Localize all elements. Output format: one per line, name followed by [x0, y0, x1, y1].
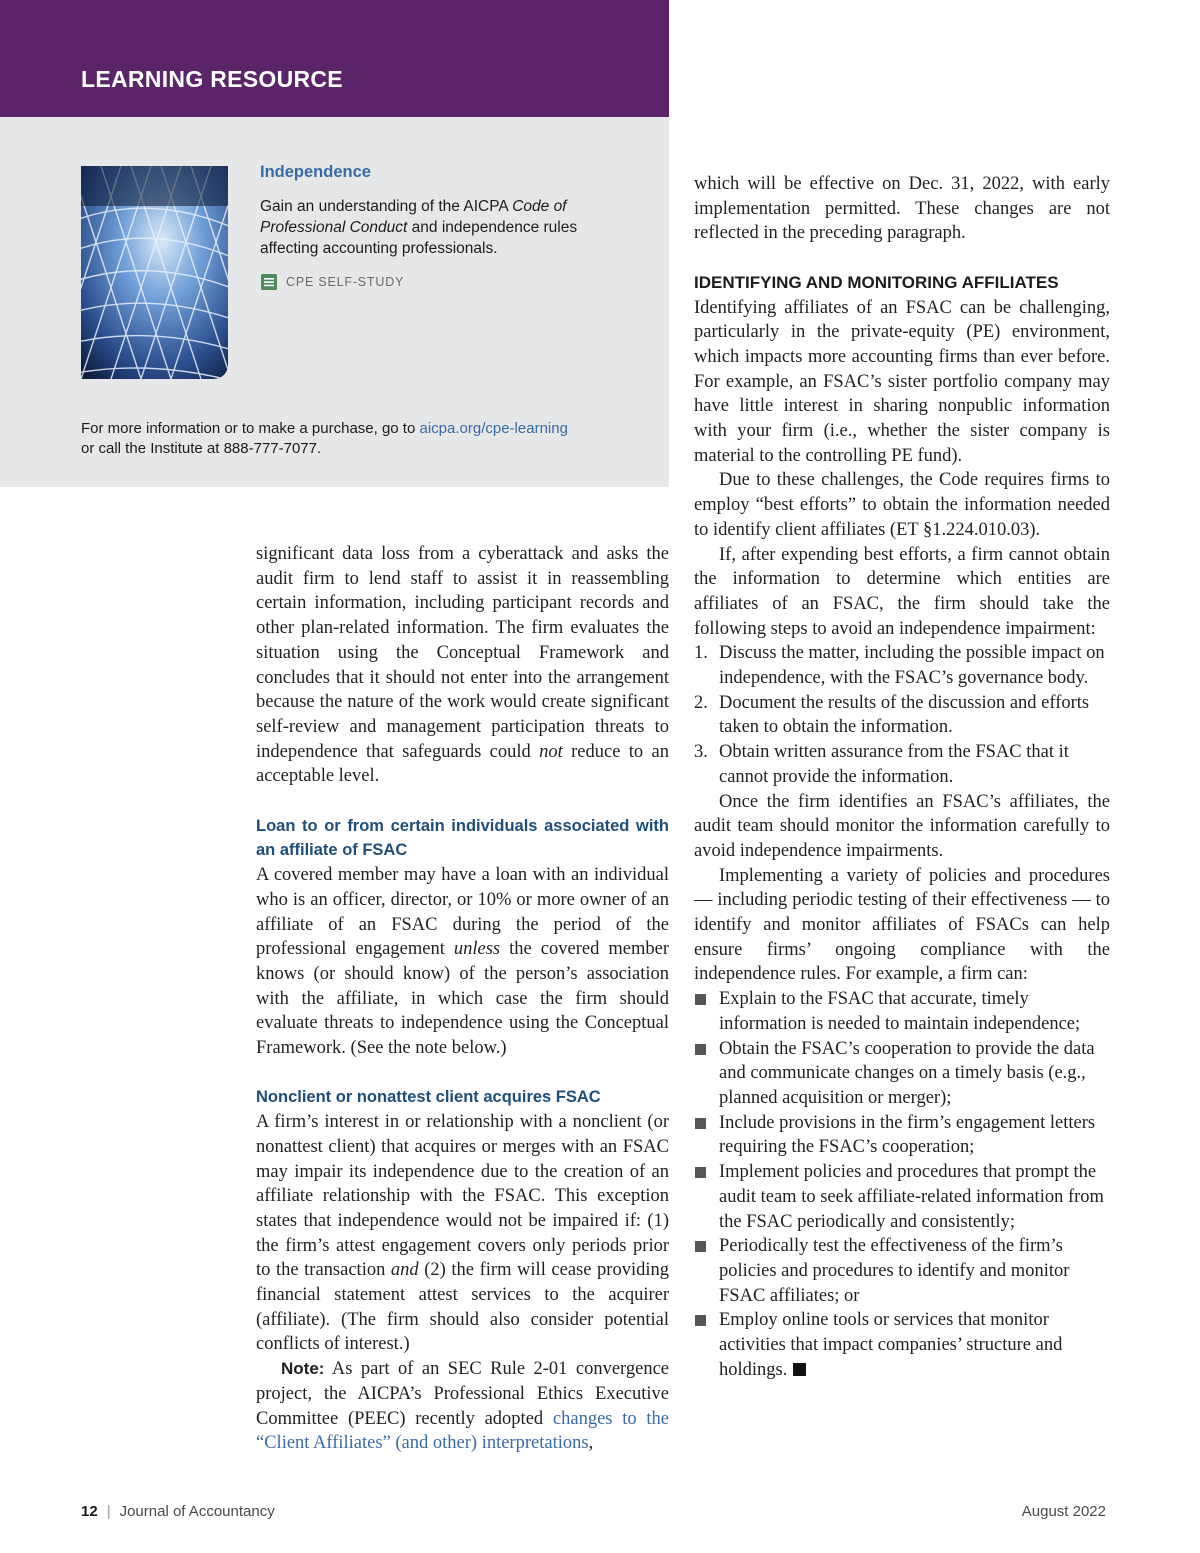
- purchase-info: For more information or to make a purchase, go to aicpa.org/cpe-learning or call the Institute at 888-777-7077.: [81, 420, 568, 457]
- banner-title: LEARNING RESOURCE: [81, 66, 343, 92]
- page-number: 12: [81, 1503, 98, 1520]
- end-of-article-icon: [793, 1363, 806, 1376]
- paragraph: Identifying affiliates of an FSAC can be challenging, particularly in the private-equity (PE) environment, which impacts more accounting firms than ever before. For example, an FSAC’s sister portfolio company may have little interest in sharing nonpublic information with your firm (i.e., whether the sister company is material to the controlling PE fund).: [694, 297, 1110, 466]
- paragraph: significant data loss from a cyberattack and asks the audit firm to lend staff to assist it in reassembling certain information, including participant records and other plan-related information. The firm evaluates the situation using the Conceptual Framework and concludes that it should not enter into the arrangement because the nature of the work would create significant self-review and management participation threats to independence that safeguards could not reduce to an acceptable level.: [256, 544, 669, 787]
- document-icon: [260, 273, 278, 291]
- subheading-nonclient: Nonclient or nonattest client acquires FSAC: [256, 1088, 601, 1107]
- steps-list: [694, 641, 1110, 789]
- section-banner: [0, 0, 669, 117]
- resource-thumbnail[interactable]: [81, 166, 228, 379]
- list-item: Employ online tools or services that monitor activities that impact companies’ structure and holdings.: [694, 1308, 1110, 1382]
- bullet-list: [694, 987, 1110, 1382]
- issue-date: August 2022: [1021, 1503, 1106, 1520]
- paragraph: A covered member may have a loan with an individual who is an officer, director, or 10% or more owner of an affiliate of an FSAC during the period of the professional engagement unless the covered member knows (or should know) of the person’s association with the affiliate, in which case the firm should evaluate threats to independence using the Conceptual Framework. (See the note below.): [256, 865, 669, 1059]
- resource-description: Gain an understanding of the AICPA Code of Professional Conduct and independence rules affecting accounting professionals.: [260, 198, 578, 257]
- article-column-left: [256, 542, 669, 1456]
- subheading-loan: Loan to or from certain individuals associated with an affiliate of FSAC: [256, 816, 669, 860]
- paragraph: A firm’s interest in or relationship with a nonclient (or nonattest client) that acquires or merges with an FSAC may impair its independence due to the creation of an affiliate relationship with the FSAC. This exception states that independence would not be impaired if: (1) the firm’s attest engagement covers only periods prior to the transaction and (2) the firm will cease providing financial statement attest services to the acquirer (affiliate). (The firm should also consider potential conflicts of interest.): [256, 1112, 669, 1355]
- paragraph: Once the firm identifies an FSAC’s affiliates, the audit team should monitor the information carefully to avoid independence impairments.: [694, 791, 1110, 861]
- list-item: Explain to the FSAC that accurate, timely information is needed to maintain independence;: [694, 987, 1110, 1036]
- square-bullet-icon: [695, 1044, 706, 1055]
- article-column-right: [694, 172, 1110, 1382]
- list-item: Include provisions in the firm’s engagement letters requiring the FSAC’s cooperation;: [694, 1111, 1110, 1160]
- list-item: Obtain the FSAC’s cooperation to provide the data and communicate changes on a timely basis (e.g., planned acquisition or merger);: [694, 1037, 1110, 1111]
- note-paragraph: Note: As part of an SEC Rule 2-01 convergence project, the AICPA’s Professional Ethics Executive Committee (PEEC) recently adopted changes to the “Client Affiliates” (and other) interpretations,: [256, 1359, 670, 1454]
- list-item: Implement policies and procedures that prompt the audit team to seek affiliate-related information from the FSAC periodically and consistently;: [694, 1160, 1110, 1234]
- paragraph: If, after expending best efforts, a firm cannot obtain the information to determine which entities are affiliates of an FSAC, the firm should take the following steps to avoid an independence impairment:: [694, 544, 1110, 639]
- square-bullet-icon: [695, 1167, 706, 1178]
- list-item: 2. Document the results of the discussion and efforts taken to obtain the information.: [694, 692, 1090, 738]
- resource-title[interactable]: Independence: [260, 163, 371, 181]
- glass-dome-image: [81, 166, 228, 379]
- resource-type-label: CPE SELF-STUDY: [286, 275, 405, 289]
- footer-separator: |: [106, 1503, 111, 1520]
- cpe-learning-link[interactable]: aicpa.org/cpe-learning: [419, 420, 568, 437]
- publication-name: Journal of Accountancy: [119, 1503, 275, 1520]
- list-item: 3. Obtain written assurance from the FSAC that it cannot provide the information.: [694, 742, 1069, 787]
- list-item: 1. Discuss the matter, including the possible impact on independence, with the FSAC’s governance body.: [694, 643, 1105, 689]
- paragraph: Due to these challenges, the Code requires firms to employ “best efforts” to obtain the information needed to identify client affiliates (ET §1.224.010.03).: [694, 470, 1110, 540]
- square-bullet-icon: [695, 994, 706, 1005]
- resource-type-tag: [260, 273, 404, 291]
- paragraph: Implementing a variety of policies and procedures — including periodic testing of their effectiveness — to identify and monitor affiliates of FSACs can help ensure firms’ ongoing compliance with the independence rules. For example, a firm can:: [694, 865, 1110, 985]
- section-heading: IDENTIFYING AND MONITORING AFFILIATES: [694, 272, 1059, 292]
- client-affiliates-link[interactable]: changes to the “Client Affiliates” (and other) interpretations: [256, 1408, 670, 1454]
- square-bullet-icon: [695, 1315, 706, 1326]
- square-bullet-icon: [695, 1241, 706, 1252]
- list-item: Periodically test the effectiveness of the firm’s policies and procedures to identify and monitor FSAC affiliates; or: [694, 1234, 1110, 1308]
- paragraph: which will be effective on Dec. 31, 2022, with early implementation permitted. These changes are not reflected in the preceding paragraph.: [694, 174, 1110, 244]
- square-bullet-icon: [695, 1118, 706, 1129]
- footer-left: [81, 1503, 275, 1520]
